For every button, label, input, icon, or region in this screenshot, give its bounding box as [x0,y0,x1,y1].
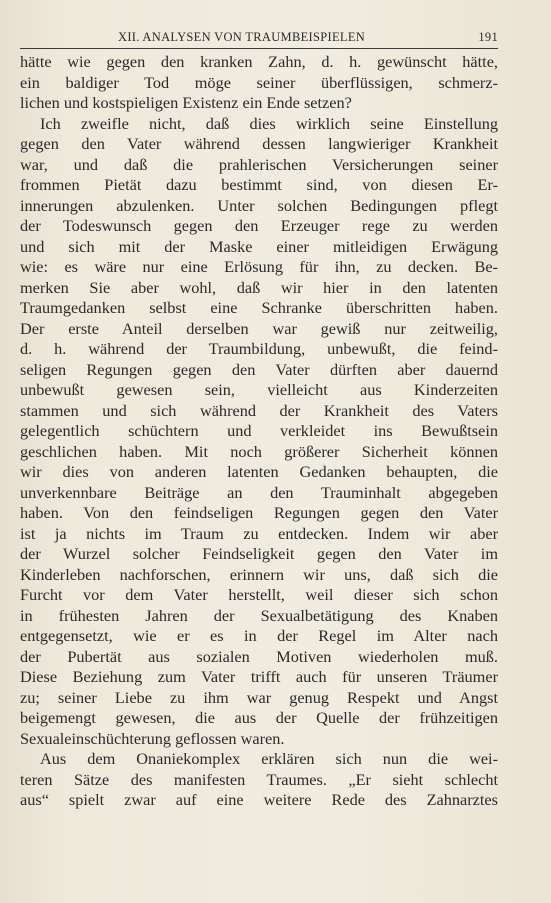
text-line: Furcht vor dem Vater herstellt, weil dieser sich schon [20,585,498,604]
text-line: Diese Beziehung zum Vater trifft auch für unseren Träumer [20,667,498,686]
text-line: ist ja nichts im Traum zu entdecken. Indem wir aber [20,523,498,543]
text-line: wie: es wäre nur eine Erlösung für ihn, zu decken. Be- [20,257,498,276]
text-line: innerungen abzulenken. Unter solchen Bedingungen pflegt [20,195,498,215]
text-line: gelegentlich schüchtern und verkleidet ins Bewußtsein [20,421,498,440]
text-line: Sexualeinschüchterung geflossen waren. [20,728,285,748]
text-line: war, und daß die prahlerischen Versicherungen seiner [20,154,498,174]
text-line: der Todeswunsch gegen den Erzeuger rege zu werden [20,216,498,235]
text-line: Ich zweifle nicht, daß dies wirklich seine Einstellung [40,113,498,133]
chapter-title: XII. ANALYSEN VON TRAUMBEISPIELEN [118,30,366,44]
text-line: zu; seiner Liebe zu ihm war genug Respekt und Angst [20,687,498,707]
text-line: der Pubertät aus sozialen Motiven wiederholen muß. [20,646,498,666]
text-line: ein baldiger Tod möge seiner überflüssigen, schmerz- [20,72,498,92]
page-number: 191 [478,30,498,44]
text-line: entgegensetzt, wie er es in der Regel im Alter nach [20,626,498,645]
text-line: unbewußt gewesen sein, vielleicht aus Kinderzeiten [20,380,498,399]
text-line: hätte wie gegen den kranken Zahn, d. h. gewünscht hätte, [20,52,498,71]
body-text [20,52,498,811]
text-line: Der erste Anteil derselben war gewiß nur zeitweilig, [20,318,498,338]
text-line: geschlichen haben. Mit noch größerer Sicherheit können [20,441,498,461]
text-line: Traumgedanken selbst eine Schranke überschritten haben. [20,298,498,317]
text-line: lichen und kostspieligen Existenz ein Ende setzen? [20,93,352,112]
text-line: und sich mit der Maske einer mitleidigen Erwägung [20,236,498,256]
text-line: gegen den Vater während dessen langwieriger Krankheit [20,134,498,153]
text-line: unverkennbare Beiträge an den Trauminhalt abgegeben [20,482,498,502]
text-line: d. h. während der Traumbildung, unbewußt, die feind- [20,339,498,358]
text-line: beigemengt gewesen, die aus der Quelle der frühzeitigen [20,708,498,727]
text-line: Aus dem Onaniekomplex erklären sich nun die wei- [40,749,498,768]
text-line: in frühesten Jahren der Sexualbetätigung des Knaben [20,605,498,625]
running-header [20,26,498,49]
text-line: teren Sätze des manifesten Traumes. „Er sieht schlecht [20,769,498,789]
text-line: aus“ spielt zwar auf eine weitere Rede des Zahnarztes [20,790,498,809]
text-line: merken Sie aber wohl, daß wir hier in den latenten [20,277,498,297]
text-line: haben. Von den feindseligen Regungen gegen den Vater [20,503,498,522]
text-line: wir dies von anderen latenten Gedanken behaupten, die [20,462,498,481]
text-line: Kinderleben nachforschen, erinnern wir uns, daß sich die [20,564,498,584]
text-line: seligen Regungen gegen den Vater dürften aber dauernd [20,359,498,379]
text-line: stammen und sich während der Krankheit des Vaters [20,400,498,420]
text-line: frommen Pietät dazu bestimmt sind, von diesen Er- [20,175,498,194]
text-line: der Wurzel solcher Feindseligkeit gegen den Vater im [20,544,498,563]
